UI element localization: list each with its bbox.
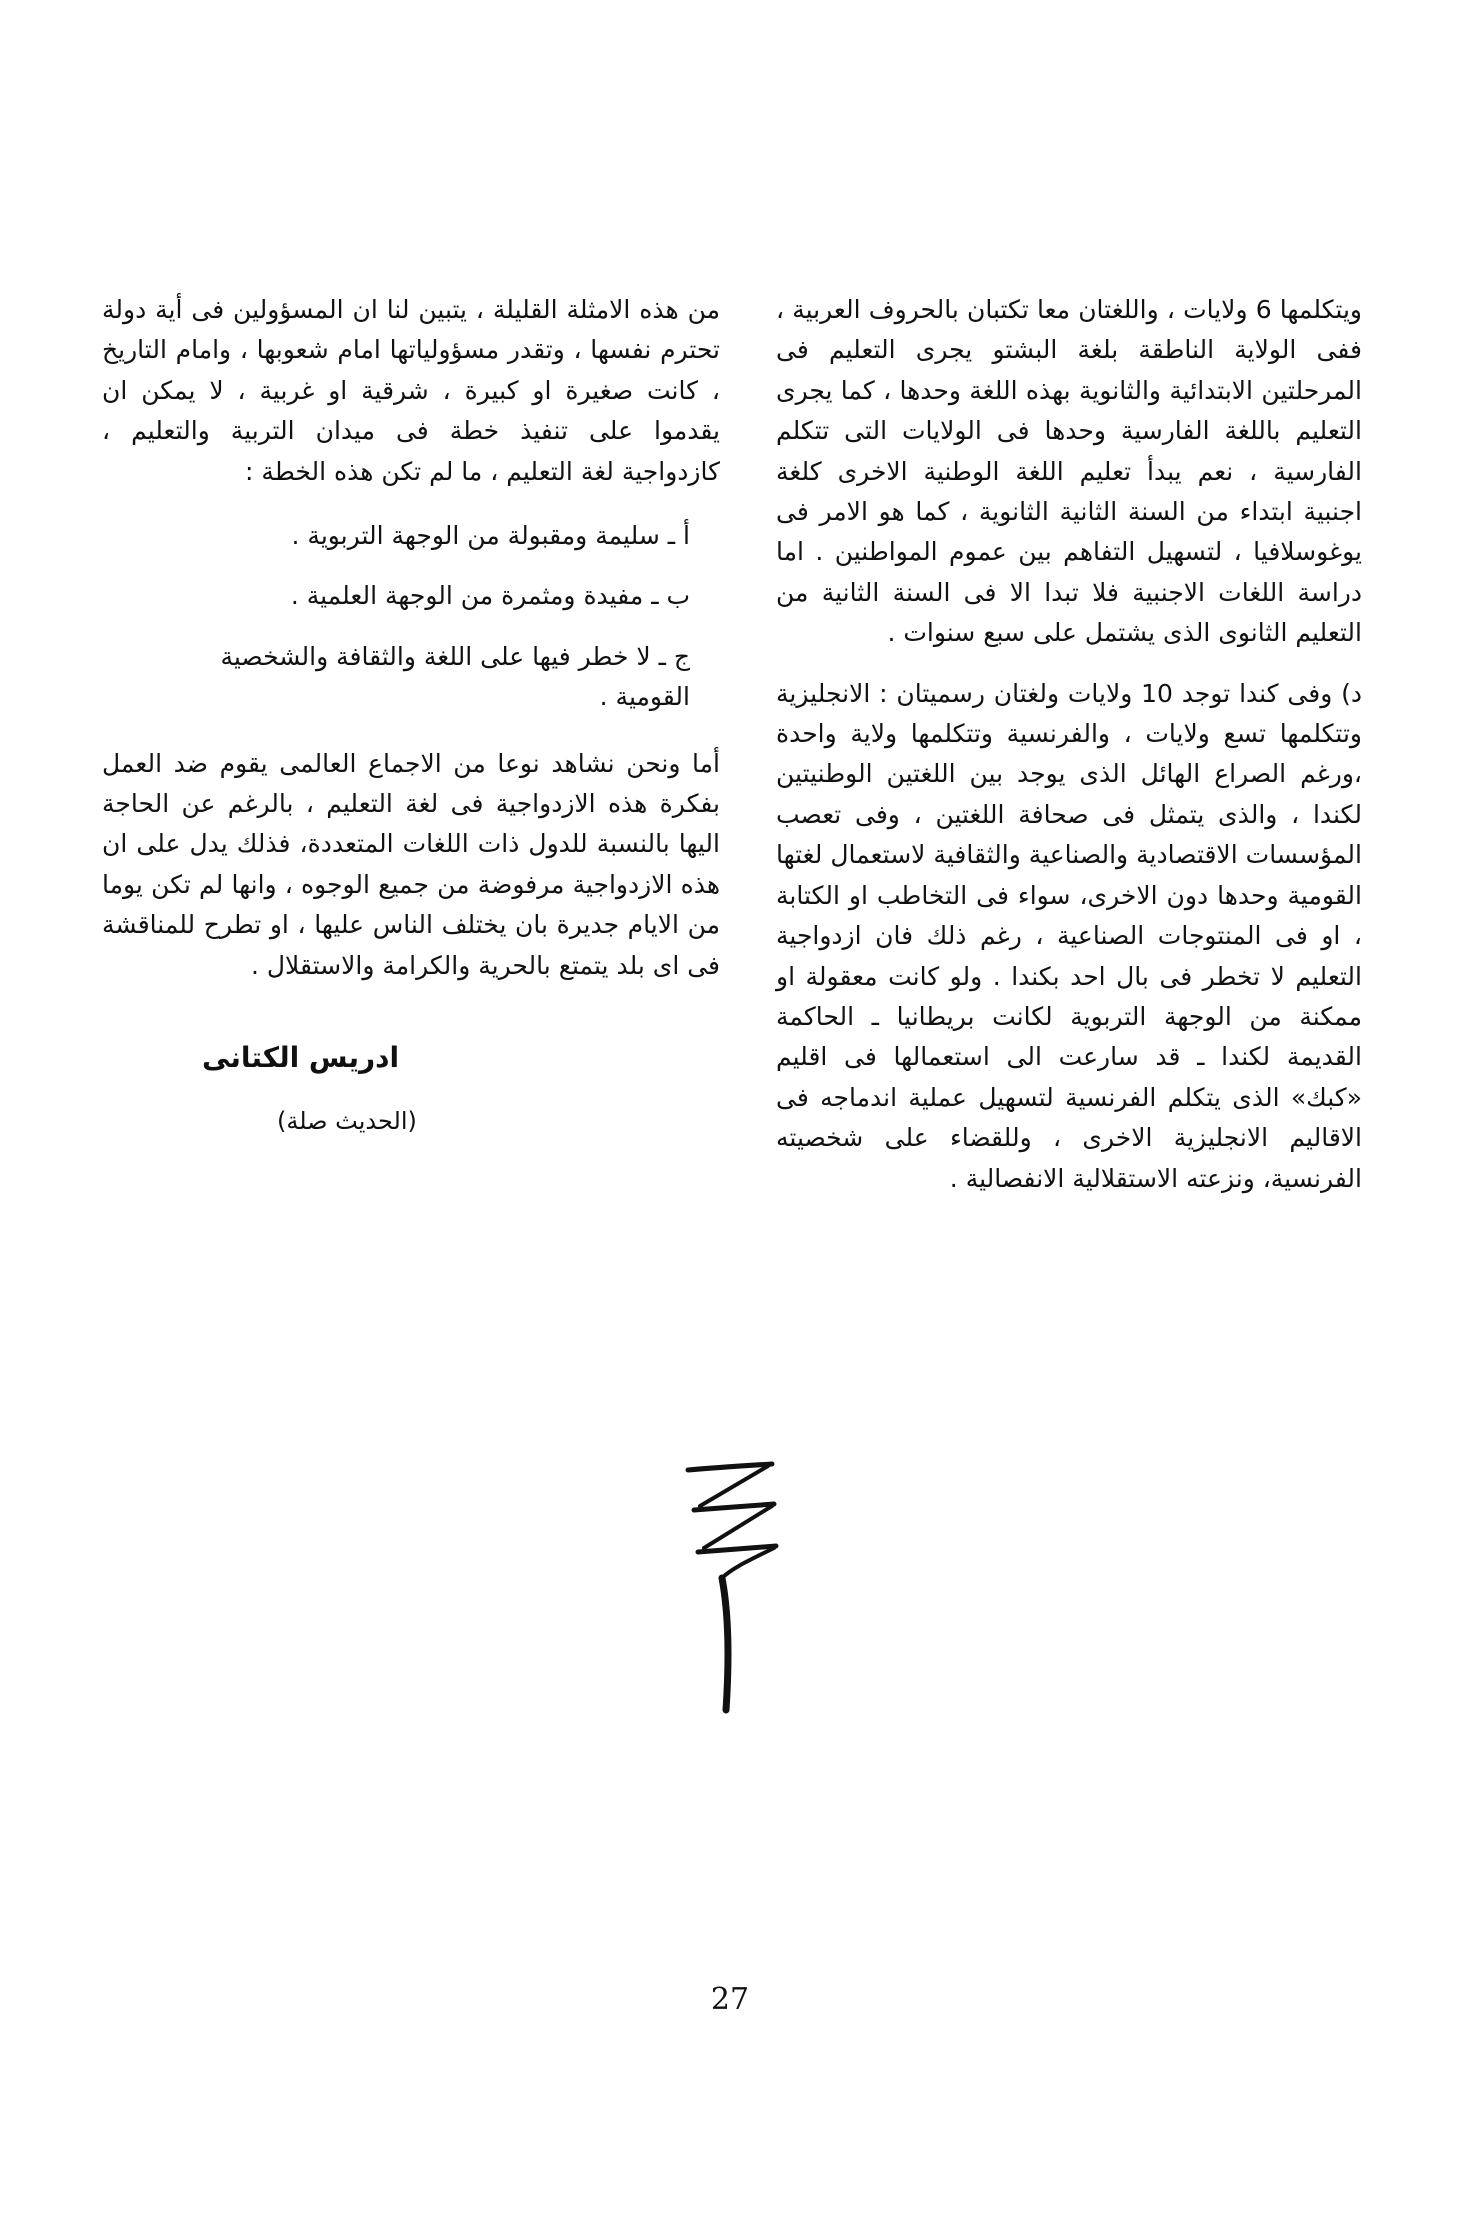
conditions-list [102, 516, 720, 718]
right-column [776, 290, 1362, 1199]
paragraph-final: أما ونحن نشاهد نوعا من الاجماع العالمى يقوم ضد العمل بفكرة هذه الازدواجية فى لغة التعليم ، بالرغم عن الحاجة اليها بالنسبة للدول ذات اللغات المتعددة، فذلك يدل على ان هذه الازدواجية مرفوضة من جميع الوجوه ، وانها لم تكن يوما من الايام جديرة بان يختلف الناس عليها ، او تطرح للمناقشة فى اى بلد يتمتع بالحرية والكرامة والاستقلال . [102, 748, 720, 980]
author-signature: ادريس الكتانى [202, 1041, 400, 1075]
calligraphic-divider-icon [680, 1460, 780, 1720]
paragraph-canada-afghanistan-intro: ويتكلمها 6 ولايات ، واللغتان معا تكتبان بالحروف العربية ، ففى الولاية الناطقة بلغة البشتو يجرى التعليم فى المرحلتين الابتدائية والثانوية بهذه اللغة وحدها ، كما يجرى التعليم باللغة الفارسية وحدها فى الولايات التى تتكلم الفارسية ، نعم يبدأ تعليم اللغة الوطنية الاخرى كلغة اجنبية ابتداء من السنة الثانية الثانوية ، كما هو الامر فى يوغوسلافيا ، لتسهيل التفاهم بين عموم المواطنين . اما دراسة اللغات الاجنبية فلا تبدا الا فى السنة الثانية من التعليم الثانوى الذى يشتمل على سبع سنوات . [776, 295, 1363, 648]
left-column [102, 290, 720, 1141]
list-item: أ ـ سليمة ومقبولة من الوجهة التربوية . [291, 521, 690, 551]
source-note: (الحديث صلة) [277, 1106, 417, 1135]
paragraph-conclusion-intro: من هذه الامثلة القليلة ، يتبين لنا ان المسؤولين فى أية دولة تحترم نفسها ، وتقدر مسؤولياتها امام شعوبها ، وامام التاريخ ، كانت صغيرة او كبيرة ، شرقية او غربية ، لا يمكن ان يقدموا على تنفيذ خطة فى ميدان التربية والتعليم ، كازدواجية لغة التعليم ، ما لم تكن هذه الخطة : [102, 295, 720, 486]
list-item: ج ـ لا خطر فيها على اللغة والثقافة والشخصية [220, 641, 690, 671]
page-number: 27 [710, 1982, 750, 2017]
list-item: ب ـ مفيدة ومثمرة من الوجهة العلمية . [290, 581, 690, 611]
list-item-continuation: القومية . [599, 682, 690, 712]
paragraph-canada: د) وفى كندا توجد 10 ولايات ولغتان رسميتان : الانجليزية وتتكلمها تسع ولايات ، والفرنسية وتتكلمها ولاية واحدة ،ورغم الصراع الهائل الذى يوجد بين اللغتين الوطنيتين لكندا ، والذى يتمثل فى صحافة اللغتين ، وفى تعصب المؤسسات الاقتصادية والصناعية والثقافية لاستعمال لغتها القومية وحدها دون الاخرى، سواء فى التخاطب او الكتابة ، او فى المنتوجات الصناعية ، رغم ذلك فان ازدواجية التعليم لا تخطر فى بال احد بكندا . ولو كانت معقولة او ممكنة من الوجهة التربوية لكانت بريطانيا ـ الحاكمة القديمة لكندا ـ قد سارعت الى استعمالها فى اقليم «كبك» الذى يتكلم الفرنسية لتسهيل عملية اندماجه فى الاقاليم الانجليزية الاخرى ، وللقضاء على شخصيته الفرنسية، ونزعته الاستقلالية الانفصالية . [776, 678, 1363, 1193]
